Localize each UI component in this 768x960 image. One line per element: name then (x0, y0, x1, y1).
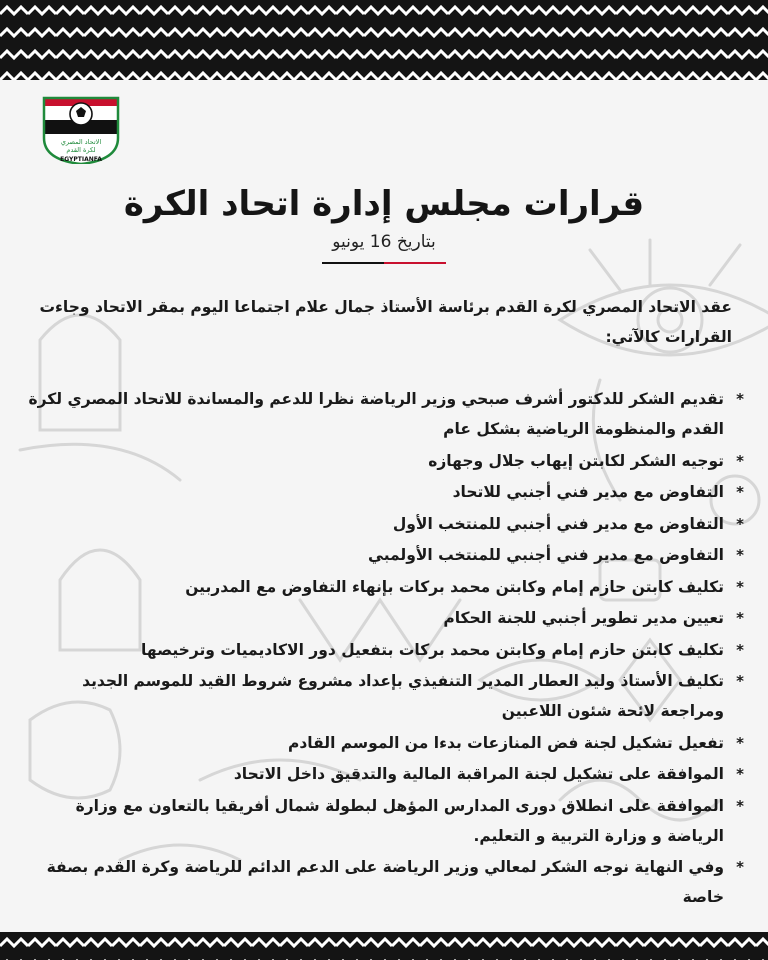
date-underline-black (322, 262, 384, 264)
logo-text-line2: لكرة القدم (66, 146, 96, 154)
decision-item (18, 728, 744, 758)
decision-item (18, 759, 744, 789)
logo-text-line3: EGYPTIANFA (60, 156, 102, 163)
top-pattern-band (0, 0, 768, 80)
logo-text-line1: الاتحاد المصري (60, 138, 102, 146)
decision-item (18, 540, 744, 570)
decision-text: تكليف كابتن حازم إمام وكابتن محمد بركات بتفعيل دور الاكاديميات وترخيصها (141, 640, 724, 659)
decisions-list (18, 384, 744, 914)
bullet-star-icon: * (736, 483, 744, 501)
bullet-star-icon: * (736, 609, 744, 627)
decision-text: التفاوض مع مدير فني أجنبي للمنتخب الأول (392, 514, 724, 533)
decision-text: تكليف الأستاذ وليد العطار المدير التنفيذي بإعداد مشروع شروط القيد للموسم الجديد ومراجعة لائحة شئون اللاعبين (82, 672, 724, 720)
bullet-star-icon: * (736, 451, 744, 470)
decision-text: الموافقة على انطلاق دورى المدارس المؤهل لبطولة شمال أفريقيا بالتعاون مع وزارة الرياضة و وزارة التربية و التعليم. (75, 796, 724, 845)
decision-text: تعيين مدير تطوير أجنبي للجنة الحكام (443, 609, 724, 627)
bullet-star-icon: * (736, 640, 744, 659)
bottom-pattern-band (0, 932, 768, 960)
decision-item (18, 477, 744, 507)
decision-item (18, 666, 744, 726)
bullet-star-icon: * (736, 390, 744, 408)
bullet-star-icon: * (736, 672, 744, 690)
decision-text: توجيه الشكر لكابتن إيهاب جلال وجهازه (428, 451, 724, 470)
bullet-star-icon: * (736, 796, 744, 815)
decision-item (18, 384, 744, 444)
decision-text: تقديم الشكر للدكتور أشرف صبحي وزير الرياضة نظرا للدعم والمساندة للاتحاد المصري لكرة القدم والمنظومة الرياضية بشكل عام (28, 390, 724, 438)
intro-paragraph: عقد الاتحاد المصري لكرة القدم برئاسة الأستاذ جمال علام اجتماعا اليوم بمقر الاتحاد وجاءت القرارات كالآتي: (39, 298, 732, 346)
page-title: قرارات مجلس إدارة اتحاد الكرة (123, 184, 645, 224)
decision-text: التفاوض مع مدير فني أجنبي للاتحاد (452, 483, 724, 501)
date-underline-red (384, 262, 446, 264)
bullet-star-icon: * (736, 546, 744, 564)
decision-item (18, 635, 744, 665)
bullet-star-icon: * (736, 514, 744, 533)
bullet-star-icon: * (736, 577, 744, 596)
decision-text: وفي النهاية نوجه الشكر لمعالي وزير الرياضة على الدعم الدائم للرياضة وكرة القدم بصفة خاصة (46, 858, 724, 906)
meeting-date: بتاريخ 16 يونيو (332, 232, 436, 252)
decision-text: التفاوض مع مدير فني أجنبي للمنتخب الأولمبي (368, 546, 724, 564)
bullet-star-icon: * (736, 733, 744, 752)
decision-item (18, 852, 744, 912)
decision-item (18, 791, 744, 851)
zigzag-pattern-bottom (0, 932, 768, 960)
bullet-star-icon: * (736, 858, 744, 876)
decision-text: تكليف كابتن حازم إمام وكابتن محمد بركات بإنهاء التفاوض مع المدربين (185, 577, 724, 596)
zigzag-pattern (0, 0, 768, 80)
decision-item (18, 446, 744, 476)
decision-item (18, 572, 744, 602)
decision-item (18, 509, 744, 539)
decision-item (18, 603, 744, 633)
efa-logo (38, 92, 124, 164)
decision-text: الموافقة على تشكيل لجنة المراقبة المالية والتدقيق داخل الاتحاد (233, 765, 724, 783)
bullet-star-icon: * (736, 765, 744, 783)
decision-text: تفعيل تشكيل لجنة فض المنازعات بدءا من الموسم القادم (287, 733, 724, 752)
